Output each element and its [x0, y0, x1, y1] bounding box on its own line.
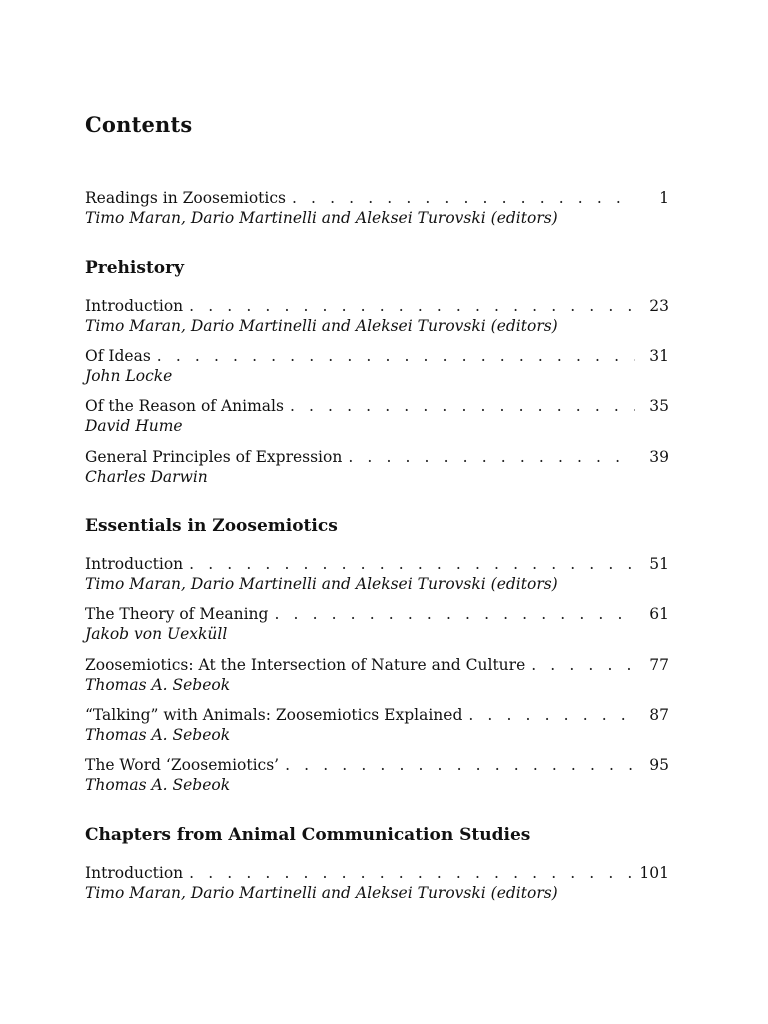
entry-title-line — [85, 604, 669, 624]
toc-entry-readings[interactable] — [85, 188, 669, 228]
entry-page-number: 31 — [649, 347, 669, 365]
entry-page-number: 35 — [649, 397, 669, 415]
entry-author: John Locke — [85, 367, 173, 385]
entry-page-number: 23 — [649, 297, 669, 315]
entry-author: Thomas A. Sebeok — [85, 726, 231, 744]
entry-author: Thomas A. Sebeok — [85, 776, 231, 794]
entry-title: Of the Reason of Animals — [85, 397, 284, 415]
toc-entry[interactable] — [85, 396, 669, 436]
entry-title: Readings in Zoosemiotics — [85, 189, 286, 207]
entry-title: The Word ‘Zoosemiotics’ — [85, 756, 280, 774]
entry-title-line — [85, 396, 669, 416]
dot-leader — [189, 863, 631, 883]
toc-entry[interactable] — [85, 755, 669, 795]
contents-heading: Contents — [85, 112, 193, 137]
entry-title: “Talking” with Animals: Zoosemiotics Explained — [85, 706, 463, 724]
entry-title: Introduction — [85, 864, 184, 882]
entry-title-line — [85, 346, 669, 366]
entry-title-line — [85, 188, 669, 208]
entry-author: Timo Maran, Dario Martinelli and Aleksei Turovski (editors) — [85, 209, 558, 227]
section-heading-prehistory: Prehistory — [85, 258, 184, 278]
entry-page-number: 51 — [649, 555, 669, 573]
entry-author: Thomas A. Sebeok — [85, 676, 231, 694]
dot-leader — [189, 554, 635, 574]
entry-title-line — [85, 554, 669, 574]
toc-entry[interactable] — [85, 346, 669, 386]
toc-entry[interactable] — [85, 296, 669, 336]
entry-title: General Principles of Expression — [85, 448, 343, 466]
section-heading-essentials: Essentials in Zoosemiotics — [85, 516, 338, 536]
toc-entry[interactable] — [85, 554, 669, 594]
entry-author: Charles Darwin — [85, 468, 208, 486]
section-heading-animal-communication: Chapters from Animal Communication Studies — [85, 825, 531, 845]
entry-title-line — [85, 655, 669, 675]
dot-leader — [531, 655, 635, 675]
entry-title-line — [85, 705, 669, 725]
entry-page-number: 61 — [649, 605, 669, 623]
dot-leader — [157, 346, 635, 366]
entry-title-line — [85, 755, 669, 775]
entry-author: David Hume — [85, 417, 183, 435]
entry-title-line — [85, 863, 669, 883]
dot-leader — [285, 755, 635, 775]
dot-leader — [292, 188, 635, 208]
entry-title: Zoosemiotics: At the Intersection of Nature and Culture — [85, 656, 526, 674]
toc-entry[interactable] — [85, 863, 669, 903]
dot-leader — [290, 396, 635, 416]
entry-author: Timo Maran, Dario Martinelli and Aleksei Turovski (editors) — [85, 317, 558, 335]
dot-leader — [189, 296, 635, 316]
toc-entry[interactable] — [85, 705, 669, 745]
entry-page-number: 39 — [649, 448, 669, 466]
entry-page-number: 87 — [649, 706, 669, 724]
dot-leader — [274, 604, 635, 624]
entry-title: Of Ideas — [85, 347, 151, 365]
entry-page-number: 1 — [659, 189, 669, 207]
entry-title: Introduction — [85, 555, 184, 573]
toc-entry[interactable] — [85, 655, 669, 695]
entry-page-number: 95 — [649, 756, 669, 774]
toc-entry[interactable] — [85, 604, 669, 644]
entry-title: Introduction — [85, 297, 184, 315]
entry-author: Timo Maran, Dario Martinelli and Aleksei Turovski (editors) — [85, 575, 558, 593]
entry-author: Jakob von Uexküll — [85, 625, 228, 643]
entry-author: Timo Maran, Dario Martinelli and Aleksei Turovski (editors) — [85, 884, 558, 902]
entry-title: The Theory of Meaning — [85, 605, 269, 623]
dot-leader — [468, 705, 635, 725]
entry-page-number: 101 — [639, 864, 669, 882]
entry-page-number: 77 — [649, 656, 669, 674]
toc-entry[interactable] — [85, 447, 669, 487]
entry-title-line — [85, 296, 669, 316]
entry-title-line — [85, 447, 669, 467]
dot-leader — [348, 447, 635, 467]
